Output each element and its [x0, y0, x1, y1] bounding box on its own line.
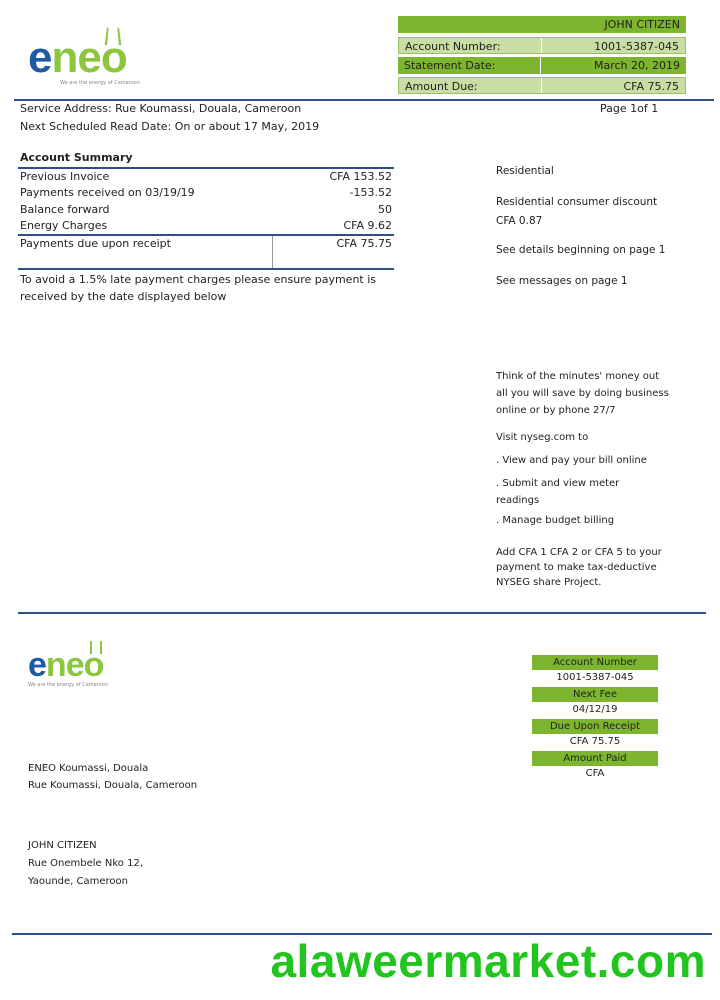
donation-text: Add CFA 1 CFA 2 or CFA 5 to your: [496, 547, 662, 558]
bullet-item: . Manage budget billing: [496, 515, 615, 526]
next-read-date: Next Scheduled Read Date: On or about 17 May, 2019: [20, 120, 320, 133]
visit-link-text: Visit nyseg.com to: [496, 432, 589, 443]
logo-neo: neo: [45, 646, 104, 684]
summary-value: CFA 153.52: [329, 170, 392, 183]
promo-text: all you will save by doing business: [496, 388, 669, 399]
summary-label: Balance forward: [20, 203, 110, 216]
account-summary-title: Account Summary: [20, 151, 133, 164]
summary-label: Payments received on 03/19/19: [20, 186, 195, 199]
statement-date-value: March 20, 2019: [593, 59, 680, 72]
divider: [14, 99, 714, 101]
recipient-address: JOHN CITIZEN: [28, 840, 97, 851]
amount-due-label: Amount Due:: [399, 78, 542, 93]
donation-text: payment to make tax-deductive: [496, 562, 657, 573]
stub-label: Due Upon Receipt: [532, 719, 658, 734]
sender-address: Rue Koumassi, Douala, Cameroon: [28, 780, 198, 791]
bullet-item: . Submit and view meter: [496, 478, 620, 489]
total-label: Payments due upon receipt: [20, 237, 171, 250]
total-value: CFA 75.75: [336, 237, 392, 250]
account-number-value: 1001-5387-045: [594, 40, 679, 53]
discount: Residential consumer discount: [496, 196, 658, 208]
summary-value: 50: [378, 203, 392, 216]
amount-due-value: CFA 75.75: [623, 80, 679, 93]
stub-value: CFA: [585, 768, 605, 779]
bullet-item: readings: [496, 495, 540, 506]
summary-value: -153.52: [349, 186, 392, 199]
promo-text: Think of the minutes' money out: [496, 371, 660, 382]
customer-name: JOHN CITIZEN: [604, 18, 680, 31]
divider: [18, 167, 394, 169]
late-note: received by the date displayed below: [20, 290, 227, 303]
eneo-logo-stub: [28, 644, 108, 688]
summary-label: Energy Charges: [20, 219, 108, 232]
recipient-address: Rue Onembele Nko 12,: [28, 858, 143, 869]
divider: [18, 612, 706, 614]
bullet-item: . View and pay your bill online: [496, 455, 647, 466]
divider: [18, 234, 394, 236]
recipient-address: Yaounde, Cameroon: [28, 876, 128, 887]
summary-label: Previous Invoice: [20, 170, 110, 183]
account-number-label: Account Number:: [399, 38, 542, 53]
stub-label: Account Number: [532, 655, 658, 670]
divider: [18, 268, 394, 270]
logo-tagline: We are the energy of Cameroon: [28, 682, 108, 688]
watermark: alaweermarket.com: [270, 935, 706, 987]
late-note: To avoid a 1.5% late payment charges please ensure payment is: [20, 273, 377, 286]
details-note: See details beginning on page 1: [496, 244, 666, 256]
stub-value: 1001-5387-045: [556, 672, 634, 683]
sender-address: ENEO Koumassi, Douala: [28, 763, 149, 774]
summary-value: CFA 9.62: [343, 219, 392, 232]
page-number: Page 1of 1: [600, 102, 659, 115]
stub-label: Amount Paid: [532, 751, 658, 766]
messages-note: See messages on page 1: [496, 275, 628, 287]
statement-date-label: Statement Date:: [398, 57, 541, 74]
stub-value: 04/12/19: [572, 704, 618, 715]
logo-neo: neo: [51, 33, 127, 82]
logo-e: e: [28, 33, 52, 82]
discount-value: CFA 0.87: [496, 215, 543, 227]
logo-e: e: [28, 646, 46, 684]
eneo-logo: [28, 30, 140, 86]
donation-text: NYSEG share Project.: [496, 577, 602, 588]
logo-tagline: We are the energy of Cameroon: [60, 80, 140, 86]
pylon-icon: [90, 641, 102, 654]
stub-value: CFA 75.75: [569, 736, 621, 747]
promo-text: online or by phone 27/7: [496, 405, 616, 416]
stub-label: Next Fee: [532, 687, 658, 702]
pylon-icon: [105, 28, 122, 45]
residential: Residential: [496, 165, 554, 177]
divider: [272, 236, 273, 268]
service-address: Service Address: Rue Koumassi, Douala, Cameroon: [20, 102, 302, 115]
